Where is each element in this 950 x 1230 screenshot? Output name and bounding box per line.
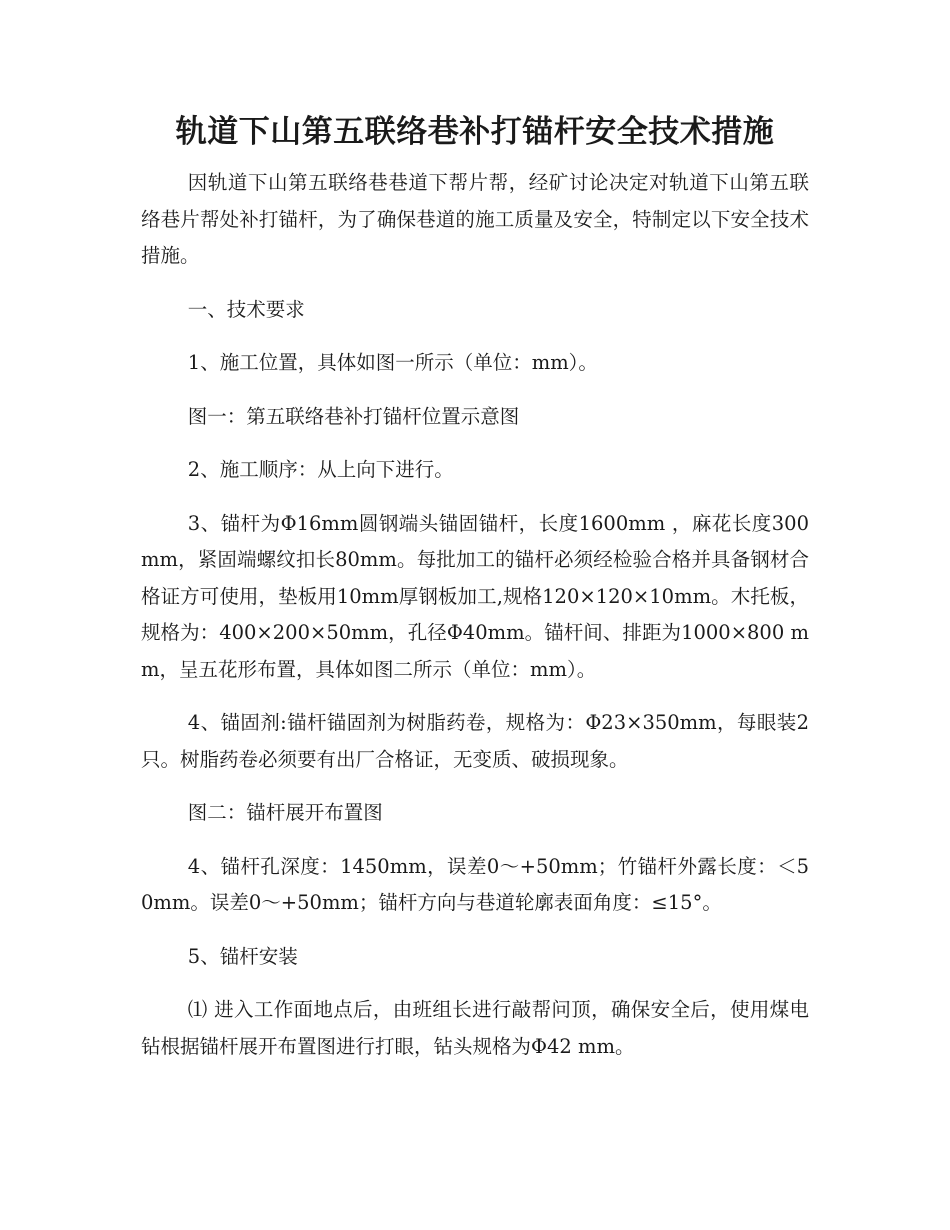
installation-step-1: ⑴ 进入工作面地点后，由班组长进行敲帮问顶，确保安全后，使用煤电钻根据锚杆展开布置图进行打眼，钻头规格为Φ42 mm。	[141, 998, 809, 1058]
item-construction-location: 1、施工位置，具体如图一所示（单位：mm）。	[187, 351, 598, 374]
document-title: 轨道下山第五联络巷补打锚杆安全技术措施	[175, 114, 775, 150]
section-heading-technical-requirements: 一、技术要求	[187, 297, 305, 321]
item-construction-sequence: 2、施工顺序：从上向下进行。	[187, 458, 454, 481]
item-bolt-installation: 5、锚杆安装	[187, 944, 298, 968]
figure-caption-2: 图二：锚杆展开布置图	[187, 801, 383, 824]
document-body	[141, 165, 809, 1082]
item-hole-depth: 4、锚杆孔深度：1450mm，误差0～+50mm；竹锚杆外露长度：＜50mm。误差0～+50mm；锚杆方向与巷道轮廓表面角度：≤15°。	[141, 854, 809, 914]
item-anchoring-agent: 4、锚固剂:锚杆锚固剂为树脂药卷，规格为：Φ23×350mm，每眼装2只。树脂药卷必须要有出厂合格证，无变质、破损现象。	[141, 711, 809, 771]
item-bolt-specification: 3、锚杆为Φ16mm圆钢端头锚固锚杆，长度1600mm ，麻花长度300 mm，紧固端螺纹扣长80mm。每批加工的锚杆必须经检验合格并具备钢材合格证方可使用，垫板用10mm厚钢板加工,规格120×120×10mm。木托板，规格为：400×200×50mm，孔径Φ40mm。锚杆间、排距为1000×800 mm，呈五花形布置，具体如图二所示（单位：mm）。	[141, 511, 809, 681]
intro-paragraph: 因轨道下山第五联络巷巷道下帮片帮，经矿讨论决定对轨道下山第五联络巷片帮处补打锚杆，为了确保巷道的施工质量及安全，特制定以下安全技术措施。	[141, 171, 809, 267]
figure-caption-1: 图一：第五联络巷补打锚杆位置示意图	[187, 404, 520, 428]
